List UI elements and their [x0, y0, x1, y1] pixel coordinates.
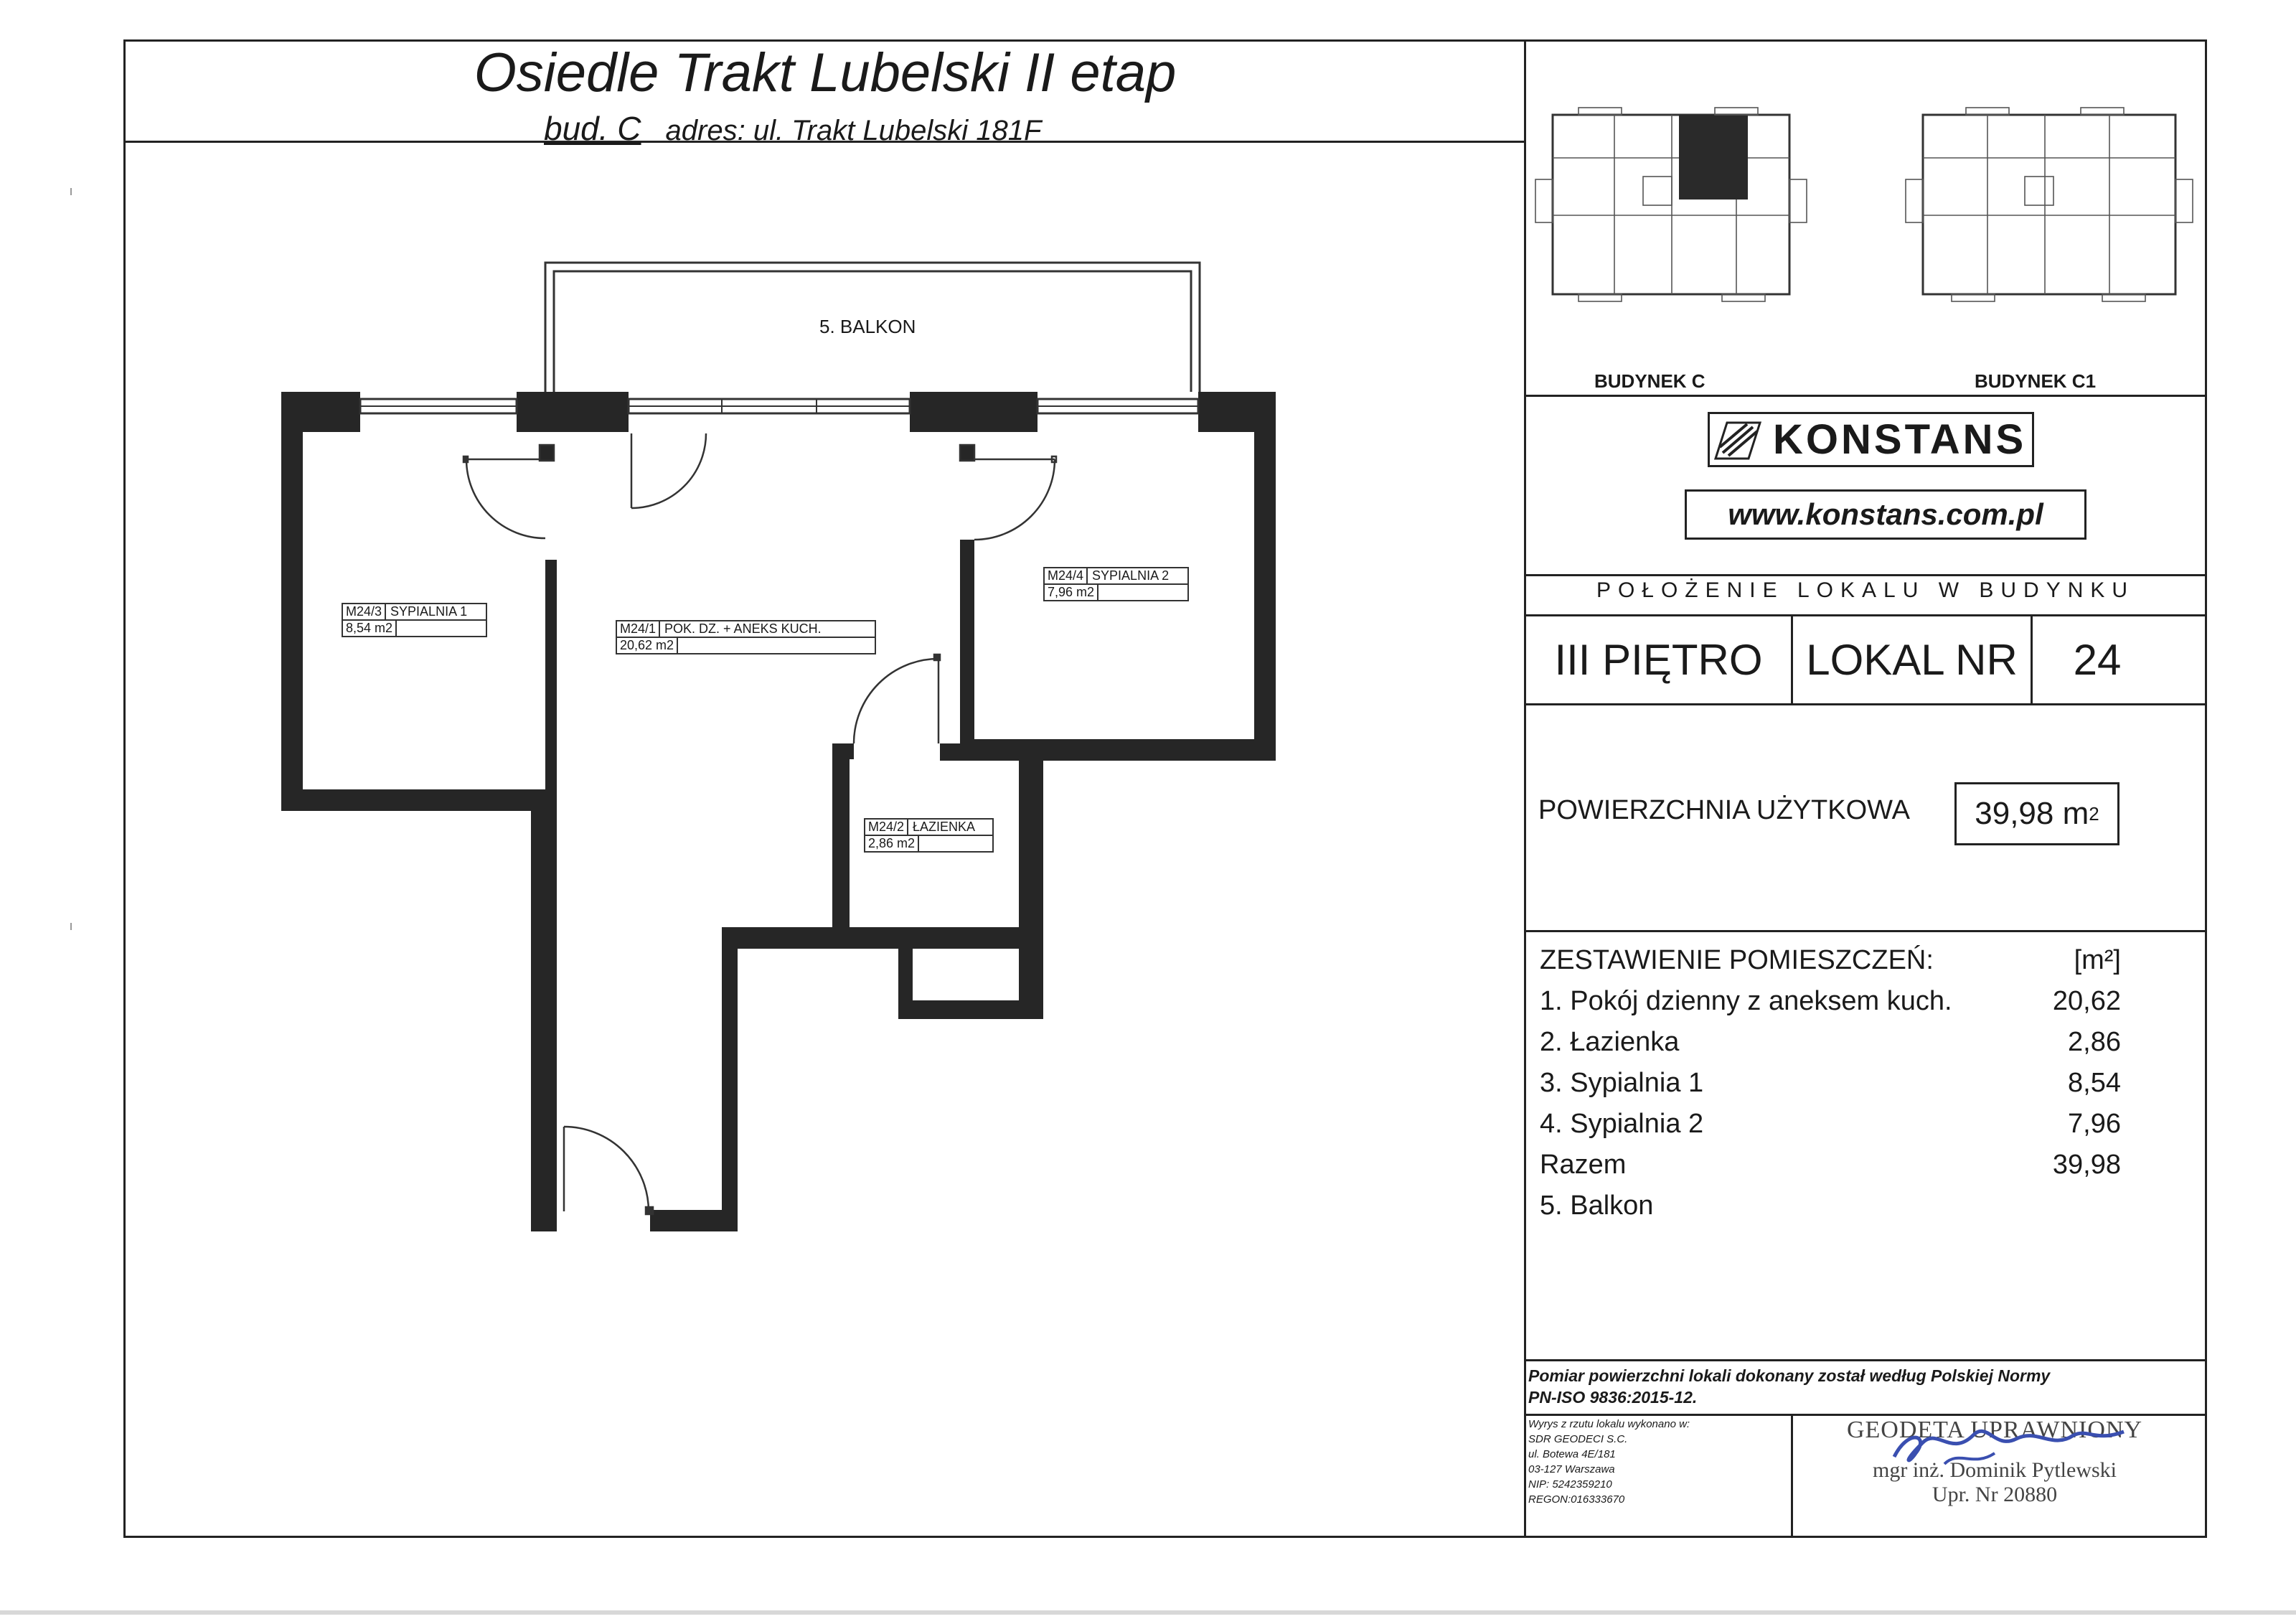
room-area: 8,54 m2	[343, 621, 397, 636]
stamp-license: Upr. Nr 20880	[1932, 1483, 2058, 1506]
summary-row: 3. Sypialnia 1 8,54	[1540, 1068, 2121, 1098]
summary-row: 2. Łazienka 2,86	[1540, 1027, 2121, 1057]
balcony-label: 5. BALKON	[819, 316, 916, 337]
building-c1-label: BUDYNEK C1	[1975, 370, 2097, 392]
unit-number-cell: 24	[2073, 635, 2122, 684]
room-code: M24/2	[865, 820, 908, 835]
building-c1-thumb	[1923, 115, 2175, 294]
norm-note: Pomiar powierzchni lokali dokonany został według Polskiej Normy PN-ISO 9836:2015-12.	[1528, 1366, 2051, 1407]
summary-row: 1. Pokój dzienny z aneksem kuch. 20,62	[1540, 986, 2121, 1016]
company-website[interactable]: www.konstans.com.pl	[1685, 489, 2086, 540]
room-code: M24/1	[617, 621, 660, 637]
location-heading: POŁOŻENIE LOKALU W BUDYNKU	[1596, 578, 2135, 602]
scan-mark	[70, 188, 72, 195]
summary-row: 4. Sypialnia 2 7,96	[1540, 1109, 2121, 1139]
summary-unit: [m²]	[2074, 945, 2121, 975]
konstans-logo-icon	[1713, 418, 1763, 461]
area-value: 39,98 m 2	[1954, 782, 2119, 845]
unit-label-cell: LOKAL NR	[1806, 635, 2018, 684]
room-area: 7,96 m2	[1045, 585, 1098, 600]
company-logo	[1708, 412, 2034, 467]
room-code: M24/4	[1045, 568, 1088, 583]
area-label: POWIERZCHNIA UŻYTKOWA	[1538, 795, 1910, 825]
room-area: 2,86 m2	[865, 836, 919, 851]
room-name: SYPIALNIA 2	[1092, 568, 1170, 583]
signature-icon	[1880, 1414, 2138, 1478]
address: adres: ul. Trakt Lubelski 181F	[665, 115, 1042, 146]
building-c-thumb	[1553, 115, 1789, 294]
room-code: M24/3	[343, 604, 386, 619]
summary-heading: ZESTAWIENIE POMIESZCZEŃ:	[1540, 945, 1934, 975]
stamp-name: mgr inż. Dominik Pytlewski	[1873, 1458, 2117, 1482]
summary-row: 5. Balkon	[1540, 1191, 1654, 1221]
floor-cell: III PIĘTRO	[1554, 635, 1763, 684]
surveyor-info: Wyrys z rzutu lokalu wykonano w: SDR GEODECI S.C. ul. Botewa 4E/181 03-127 Warszawa NIP: 5242359210 REGON:016333670	[1528, 1418, 1690, 1506]
summary-row: Razem 39,98	[1540, 1150, 2121, 1180]
rooms-summary	[1540, 940, 2121, 1226]
company-name: KONSTANS	[1773, 416, 2027, 463]
room-name: ŁAZIENKA	[913, 820, 976, 834]
building-c-label: BUDYNEK C	[1594, 370, 1705, 392]
room-area: 20,62 m2	[617, 638, 678, 653]
room-name: SYPIALNIA 1	[390, 604, 468, 619]
highlighted-unit	[1679, 115, 1748, 200]
page-title: Osiedle Trakt Lubelski II etap	[474, 42, 1177, 103]
room-name: POK. DZ. + ANEKS KUCH.	[664, 621, 822, 636]
stamp-title: GEODETA UPRAWNIONY	[1846, 1417, 2143, 1443]
scan-edge	[0, 1610, 2296, 1615]
scan-mark	[70, 923, 72, 930]
building-code: bud. C	[544, 110, 641, 147]
